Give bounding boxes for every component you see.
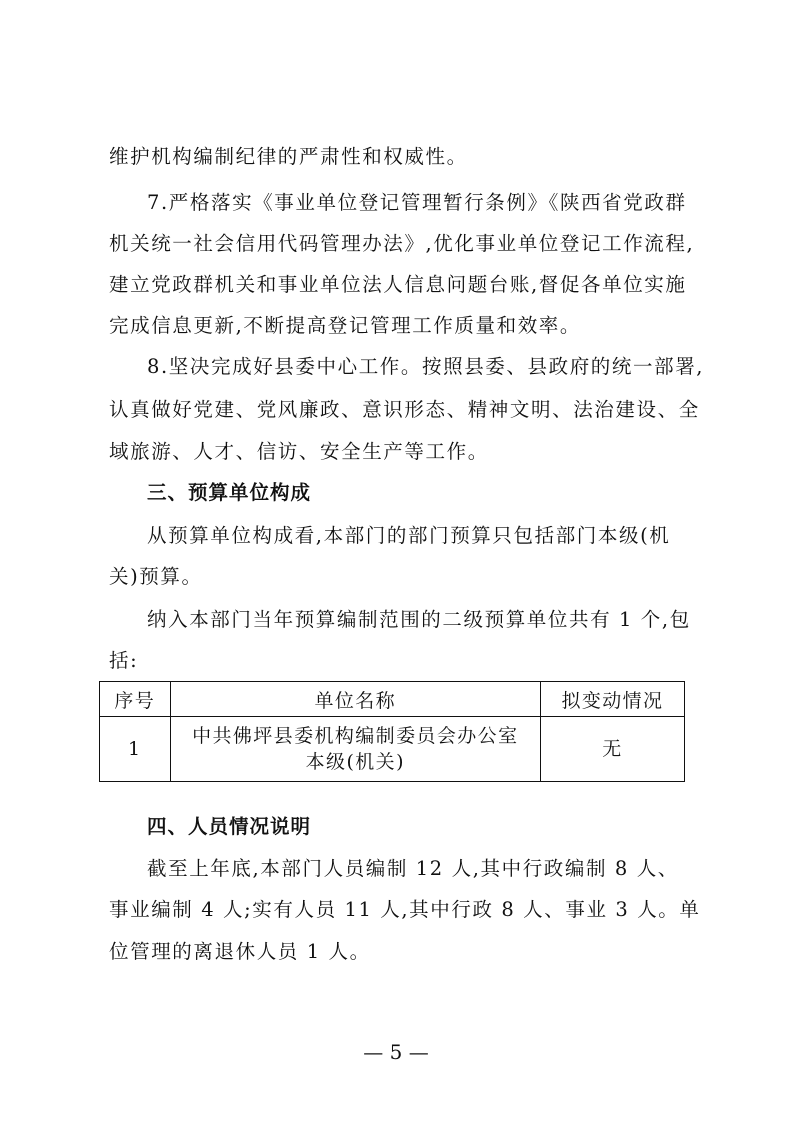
column-header-change: 拟变动情况 bbox=[540, 682, 684, 717]
paragraph-line: 纳入本部门当年预算编制范围的二级预算单位共有 1 个,包 bbox=[147, 608, 691, 631]
column-header-number: 序号 bbox=[100, 682, 171, 717]
paragraph-line: 建立党政群机关和事业单位法人信息问题台账,督促各单位实施 bbox=[109, 273, 687, 296]
paragraph-line: 7.严格落实《事业单位登记管理暂行条例》《陕西省党政群 bbox=[147, 191, 687, 214]
column-header-unit-name: 单位名称 bbox=[170, 682, 540, 717]
paragraph-line: 域旅游、人才、信访、安全生产等工作。 bbox=[109, 440, 489, 463]
paragraph-line: 完成信息更新,不断提高登记管理工作质量和效率。 bbox=[109, 314, 581, 337]
paragraph-line: 关)预算。 bbox=[109, 565, 203, 588]
paragraph-line: 维护机构编制纪律的严肃性和权威性。 bbox=[109, 145, 468, 168]
paragraph-line: 机关统一社会信用代码管理办法》,优化事业单位登记工作流程, bbox=[109, 232, 695, 255]
cell-unit-name bbox=[170, 717, 540, 782]
section-heading: 四、人员情况说明 bbox=[147, 815, 312, 838]
paragraph-line: 认真做好党建、党风廉政、意识形态、精神文明、法治建设、全 bbox=[109, 398, 700, 421]
budget-unit-table bbox=[99, 681, 685, 782]
table-row bbox=[100, 717, 685, 782]
paragraph-line: 截至上年底,本部门人员编制 12 人,其中行政编制 8 人、 bbox=[147, 857, 679, 880]
table-header-row bbox=[100, 682, 685, 717]
paragraph-line: 位管理的离退休人员 1 人。 bbox=[109, 940, 371, 963]
paragraph-line: 括: bbox=[109, 649, 139, 672]
unit-name-line: 本级(机关) bbox=[305, 751, 405, 773]
cell-number: 1 bbox=[100, 717, 171, 782]
paragraph-line: 8.坚决完成好县委中心工作。按照县委、县政府的统一部署, bbox=[147, 355, 705, 378]
cell-change: 无 bbox=[540, 717, 684, 782]
page-number: — 5 — bbox=[363, 1040, 429, 1064]
section-heading: 三、预算单位构成 bbox=[147, 481, 312, 504]
paragraph-line: 事业编制 4 人;实有人员 11 人,其中行政 8 人、事业 3 人。单 bbox=[109, 898, 701, 921]
paragraph-line: 从预算单位构成看,本部门的部门预算只包括部门本级(机 bbox=[147, 524, 671, 547]
unit-name-line: 中共佛坪县委机构编制委员会办公室 bbox=[192, 725, 519, 747]
